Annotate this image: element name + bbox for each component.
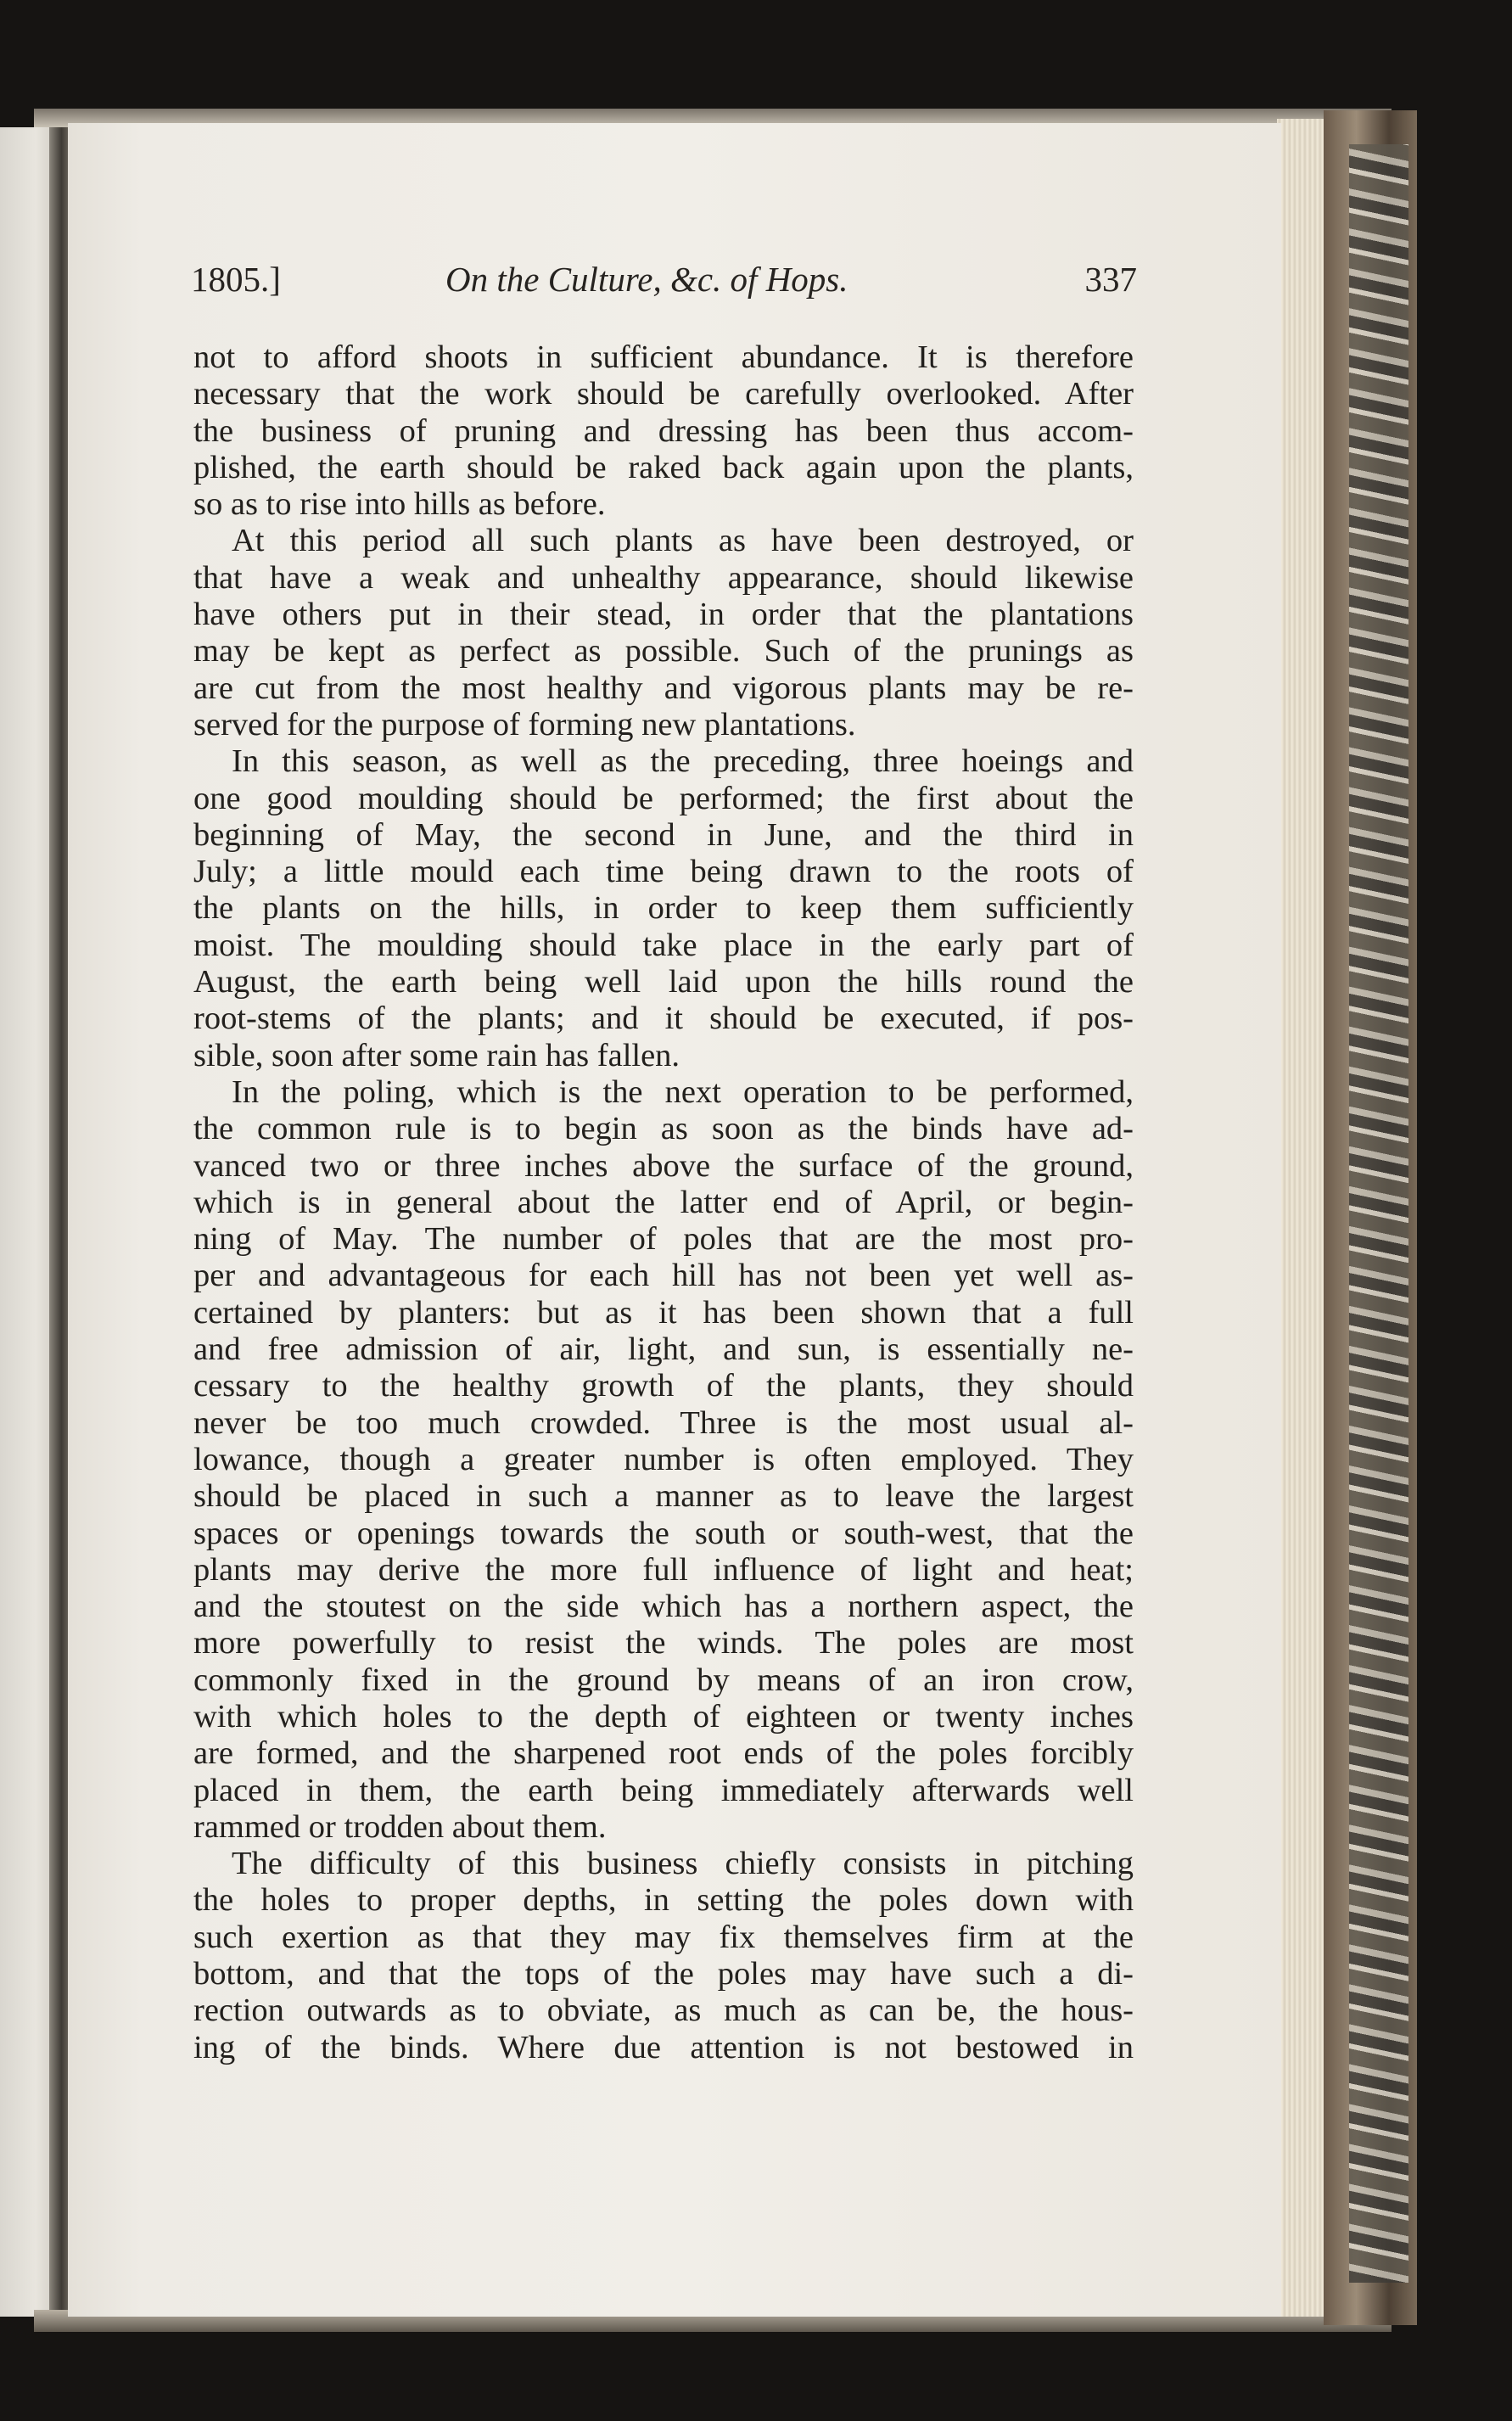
text-line: may be kept as perfect as possible. Such of the prunings as	[193, 633, 1134, 670]
book-gutter	[49, 119, 70, 2325]
text-line: the holes to proper depths, in setting the poles down with	[193, 1882, 1134, 1919]
text-line: rection outwards as to obviate, as much as can be, the hous-	[193, 1992, 1134, 2029]
text-line: certained by planters: but as it has been shown that a full	[193, 1294, 1134, 1331]
body-text	[193, 339, 1134, 2066]
text-line: never be too much crowded. Three is the most usual al-	[193, 1404, 1134, 1441]
text-line: have others put in their stead, in order that the plantations	[193, 597, 1134, 633]
text-line: July; a little mould each time being drawn to the roots of	[193, 854, 1134, 890]
text-line: should be placed in such a manner as to leave the largest	[193, 1478, 1134, 1515]
text-line: August, the earth being well laid upon the hills round the	[193, 964, 1134, 1000]
text-line: the plants on the hills, in order to keep them sufficiently	[193, 890, 1134, 927]
text-line: per and advantageous for each hill has not been yet well as-	[193, 1258, 1134, 1294]
text-line: so as to rise into hills as before.	[193, 486, 606, 523]
text-line: ing of the binds. Where due attention is not bestowed in	[193, 2029, 1134, 2065]
text-line: beginning of May, the second in June, and the third in	[193, 816, 1134, 853]
text-line: The difficulty of this business chiefly consists in pitching	[232, 1846, 1134, 1882]
text-line: bottom, and that the tops of the poles may have such a di-	[193, 1956, 1134, 1992]
text-line: At this period all such plants as have been destroyed, or	[232, 523, 1134, 559]
text-line: commonly fixed in the ground by means of an iron crow,	[193, 1662, 1134, 1698]
text-line: with which holes to the depth of eighteen or twenty inches	[193, 1698, 1134, 1734]
text-line: moist. The moulding should take place in the early part of	[193, 927, 1134, 963]
text-line: the business of pruning and dressing has been thus accom-	[193, 412, 1134, 449]
text-line: root-stems of the plants; and it should be executed, if pos-	[193, 1000, 1134, 1037]
text-line: necessary that the work should be carefully overlooked. After	[193, 376, 1134, 412]
text-line: and free admission of air, light, and sun, is essentially ne-	[193, 1331, 1134, 1368]
text-line: placed in them, the earth being immediately afterwards well	[193, 1772, 1134, 1808]
text-line: plants may derive the more full influence of light and heat;	[193, 1551, 1134, 1588]
text-line: the common rule is to begin as soon as the binds have ad-	[193, 1111, 1134, 1147]
text-line: more powerfully to resist the winds. The poles are most	[193, 1625, 1134, 1662]
header-year: 1805.]	[191, 260, 281, 299]
text-line: spaces or openings towards the south or south-west, that the	[193, 1515, 1134, 1551]
text-line: served for the purpose of forming new plantations.	[193, 706, 856, 743]
text-line: cessary to the healthy growth of the plants, they should	[193, 1368, 1134, 1404]
text-line: sible, soon after some rain has fallen.	[193, 1037, 680, 1073]
text-line: that have a weak and unhealthy appearance, should likewise	[193, 559, 1134, 596]
text-line: In the poling, which is the next operation to be performed,	[232, 1073, 1134, 1110]
text-line: lowance, though a greater number is often employed. They	[193, 1441, 1134, 1477]
marbled-cover-pattern	[1349, 144, 1408, 2283]
text-line: such exertion as that they may fix themselves firm at the	[193, 1919, 1134, 1955]
text-line: one good moulding should be performed; the first about the	[193, 780, 1134, 816]
text-line: rammed or trodden about them.	[193, 1808, 607, 1845]
text-line: vanced two or three inches above the surface of the ground,	[193, 1147, 1134, 1184]
text-line: are formed, and the sharpened root ends of the poles forcibly	[193, 1735, 1134, 1772]
text-line: In this season, as well as the preceding, three hoeings and	[232, 743, 1134, 780]
header-title: On the Culture, &c. of Hops.	[445, 260, 848, 299]
text-line: plished, the earth should be raked back again upon the plants,	[193, 449, 1134, 485]
text-line: and the stoutest on the side which has a northern aspect, the	[193, 1589, 1134, 1625]
running-header	[191, 259, 1137, 310]
text-line: are cut from the most healthy and vigorous plants may be re-	[193, 670, 1134, 706]
text-line: not to afford shoots in sufficient abundance. It is therefore	[193, 339, 1134, 375]
text-line: which is in general about the latter end of April, or begin-	[193, 1184, 1134, 1220]
text-line: ning of May. The number of poles that are the most pro-	[193, 1221, 1134, 1258]
page-number: 337	[1084, 260, 1137, 299]
